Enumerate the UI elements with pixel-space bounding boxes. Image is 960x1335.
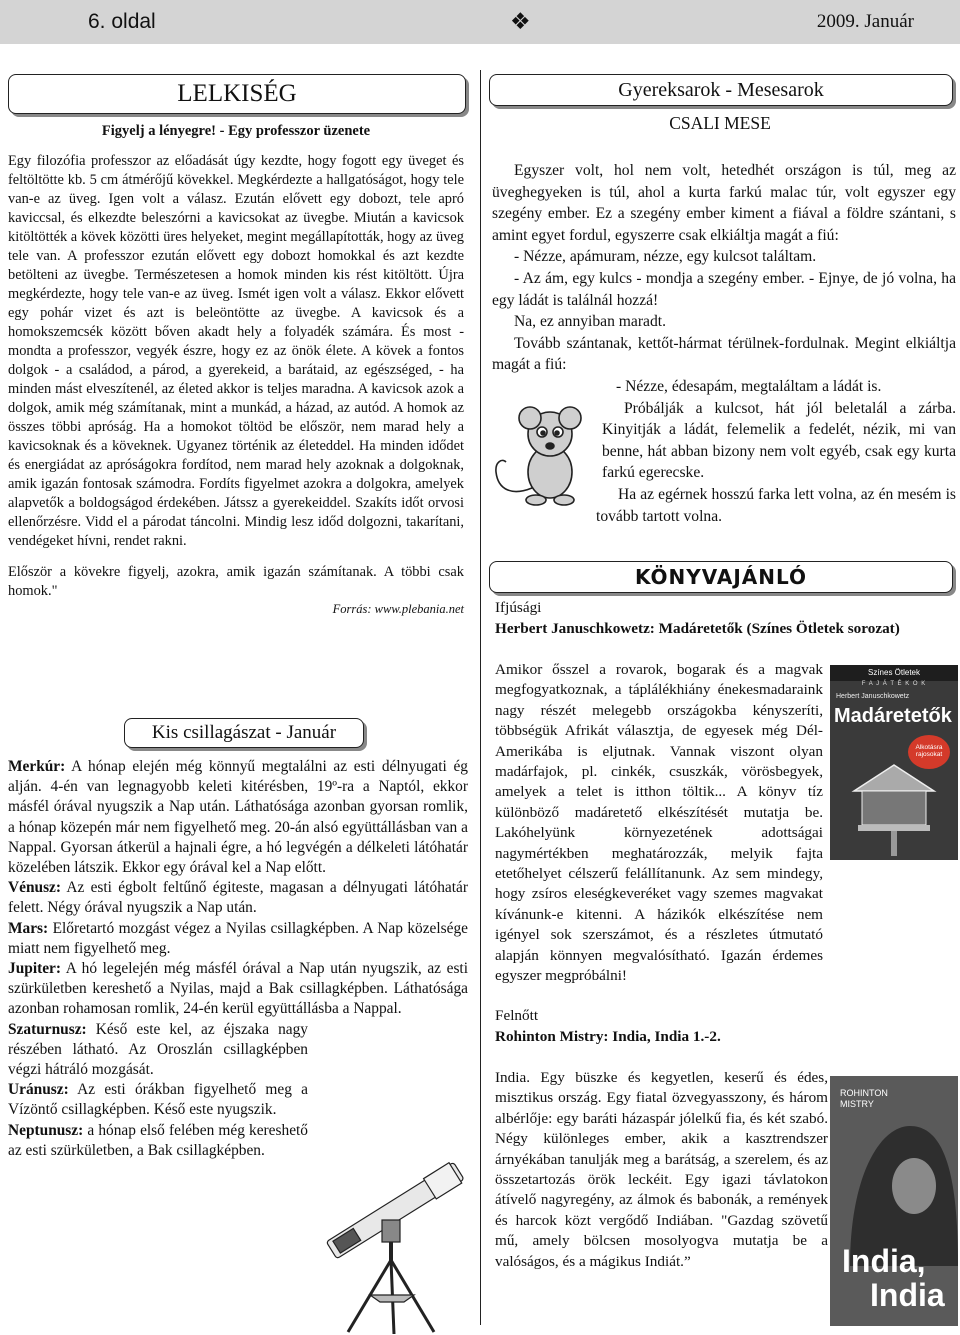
book2-category: Felnőtt [495,1007,539,1024]
article-source: Forrás: www.plebania.net [332,602,464,616]
diamond-ornament-icon: ❖ [510,9,531,35]
tale-paragraph: Próbálják a kulcsot, hát jól beletalál a zárba. Kinyitják a ládát, felemelik a fedelét, nézik, mi van benne, hát abban bizony nem volt egyéb, csak egy kurta farkú egerecske. [602,399,956,482]
cover-title-line1: India, [842,1243,926,1279]
issue-date: 2009. Január [816,11,914,32]
planet-mercury: Merkúr: A hónap elején még könnyű megtalálni az esti délnyugati ég alján. 4-én van legnagyobb keleti kitérésben, 19º-ra a Naptól, ekkor másfél órával nyugszik a Nap után. Láthatósága azonban gyorsan romlik, a hónap közepén már nem figyelhető meg. 20-án alsó együttállásban van a Nappal. Gyorsan átkerül a hajnali égre, a hó legvégén a délkeleti látóhatár közelében látszik. Ekkor egy órával kel a Nap előtt. [8,758,468,877]
article-subtitle: Figyelj a lényegre! - Egy professzor üzenete [101,123,371,139]
book1-category: Ifjúsági [495,599,542,616]
section-title-astronomy: Kis csillagászat - Január [124,718,364,748]
tale-title: CSALI MESE [669,113,771,133]
page-number: 6. oldal [88,10,156,33]
planet-venus: Vénusz: Az esti égbolt feltűnő égiteste, magasan a délnyugati látóhatár felett. Négy órával nyugszik a Nap után. [8,879,468,917]
tale-paragraph: - Az ám, egy kulcs - mondja a szegény ember. - Ejnye, de jó volna, ha egy ládát is találnál hozzá! [492,269,956,309]
astronomy-article [8,757,468,1161]
tale-paragraph: - Nézze, édesapám, megtaláltam a ládát is. [616,377,882,395]
cartoon-mouse-illustration [492,400,602,510]
lelkiseg-article [8,152,464,619]
page-header [0,0,960,44]
article-closing: Először a kövekre figyelj, azokra, amik igazán számítanak. A többi csak homok." [8,564,464,599]
bird-feeder-icon [844,761,944,856]
tale-paragraph: Egyszer volt, hol nem volt, hetedhét országon is túl, meg az üveghegyeken is túl, ahol a kurta farkú malac túr, volt egyszer egy szegény ember. Ez a szegény ember kiment a fiával a földre szántani, s amint egyet fordul, egyszerre csak elkiáltja magát a fiú: [492,162,956,244]
cover-author: ROHINTON MISTRY [840,1088,888,1109]
planet-saturn: Szaturnusz: Késő este kel, az éjszaka nagy részében látható. Az Oroszlán csillagképben végzi hátráló mozgását. [8,1020,308,1079]
cover-series: Színes Ötletek [830,665,958,681]
planet-mars: Mars: Előretartó mozgást végez a Nyilas csillagképben. A Nap közelsége miatt nem figyelhető meg. [8,919,468,957]
article-body: Egy filozófia professzor az előadását úgy kezdte, hogy fogott egy üveget és feltöltötte kb. 5 cm átmérőjű kövekkel. Megkérdezte a hallgatóságot, hogy tele van-e az üveg. Igen volt a válasz. Ezután elővett egy dobozt, tele apró kaviccsal, és elkezdte beleszórni a kavicsokat az üvegbe. Miután a kavicsok kitöltötték a kövek közötti üres helyeket, megint megállapították, hogy az üveg tele van. A professzor ezután elővett egy dobozt homokkal és azt kezdte betölteni az üvegbe. Természetesen a homok minden kis rést kitöltött. Újra megkérdezte, hogy tele van-e az üveg. Ismét igen volt a válasz. Ekkor elővett egy pohár vizet és azt is beleöntötte az üvegbe. A kavicsok és a homokszemcsék között bőven akadt hely a folyadék számára. És most - mondta a professzor, vegyék észre, hogy ez az önök élete. A kövek a fontos dolgok - a családod, a párod, a gyerekeid, a barátaid, az egészséged, - ha minden mást elveszítenél, az életed akkor is teljes maradna. A kavicsok azok a dolgok, amik még számítanak, mint a munkád, a házad, az autód. A homok az összes többi apróság. Ha a homokot töltöd be először, nem marad hely a kavicsoknak és a köveknek. Ugyanez történik az életeddel. Ha minden idődet és energiádat az apróságokra fordítod, nem marad hely azoknak a dolgoknak, amik igazán fontosak számodra. Fordíts figyelmet azokra a dolgokra, amelyek alapvetők a boldogságod érdekében. Játssz a gyerekeiddel. Szakíts időt orvosi ellenőrzésre. Vidd el a párodat táncolni. Mindig lesz időd dolgozni, takarítani, vendégeket hívni, rendet rakni. [8,153,464,549]
tale-paragraph: Ha az egérnek hosszú farka lett volna, az én mesém is tovább tartott volna. [596,485,956,525]
tale-paragraph: Na, ez annyiban maradt. [514,313,666,331]
book1-title: Herbert Januschkowetz: Madáretetők (Színes Ötletek sorozat) [495,620,900,637]
telescope-illustration [326,1150,466,1335]
cover-series-sub: F A J Á T É K O K [861,681,927,687]
book-cover-madaretetok [830,665,958,860]
planet-jupiter: Jupiter: A hó legelején még másfél órával a Nap után nyugszik, az esti szürkületben kereshető a Nyilas, majd a Bak csillagképben. Láthatósága azonban rohamosan romlik, 24-én kerül együttállásba a Nappal. [8,960,468,1018]
planet-uranus: Uránusz: Az esti órákban figyelhető meg a Vízöntő csillagképben. Késő este nyugszik. [8,1081,308,1119]
book1-description: Amikor ősszel a rovarok, bogarak és a magvak megfogyatkoznak, a táplálékhiány énekesmadaraink nagy részét melegebb országokba kényszeríti, többségük Afrikát választja, de egyesek még Dél-Amerikába is eljutnak. Vannak viszont olyan madárfajok, pl. cinkék, csuszkák, vörösbegyek, amelyek a telet is itthon töltik... A könyv tíz különböző madáretető elkészítését mutatja be. Lakóhelyünk környezetének adottságai nagymértékben meghatározzák, melyik fajta etetőhelyet célszerű felállítanunk. Az sem mindegy, hogy zsíros eleségkeveréket vagy szemes magvakat kívánunk-e kitenni. A házikók elkészítése nem igényel sok szerszámot, és a részletes útmutató alapján könnyen megvalósítható. Igazán érdemes egyszer megpróbálni! [495,661,823,985]
cover-title-line2: India [870,1277,945,1313]
tale-paragraph: Tovább szántanak, kettőt-hármat térülnek-fordulnak. Megint elkiáltja magát a fiú: [492,334,956,374]
tale-paragraph: - Nézze, apámuram, nézze, egy kulcsot találtam. [514,248,817,266]
section-title-konyvajanlo: KÖNYVAJÁNLÓ [489,561,953,593]
book2-description: India. Egy büszke és kegyetlen, keserű és édes, misztikus ország. Egy fiatal özvegyasszony, és három albérlője: egy baráti házaspár jólelkű fia, és két szabó. Négy különleges ember, akik a kasztrendszer árnyékában tanulják meg a barátság, a szerelem, és az összetartozás örök leckéit. Egy igazi távlatokon átívelő nagyregény, az álmok és babonák, a remények és harcok közt vergődő Indiában. "Gazdag szövetű mű, amely bölcsen mosolyogva mutatja be a valóságos, és a mágikus Indiát.” [495,1069,828,1270]
cover-author: Herbert Januschkowetz [836,693,910,700]
column-divider [480,70,481,1325]
section-title-gyereksarok: Gyereksarok - Mesesarok [489,74,953,106]
book2-title: Rohinton Mistry: India, India 1.-2. [495,1028,721,1045]
cover-badge: Alkotásra rajosokat [908,735,950,769]
section-title-lelkiseg: LELKISÉG [8,74,466,114]
cover-title: Madáretetők [834,705,952,727]
book-cover-india [830,1076,958,1326]
planet-neptune: Neptunusz: a hónap első felében még kereshető az esti szürkületben, a Bak csillagképben. [8,1121,308,1159]
